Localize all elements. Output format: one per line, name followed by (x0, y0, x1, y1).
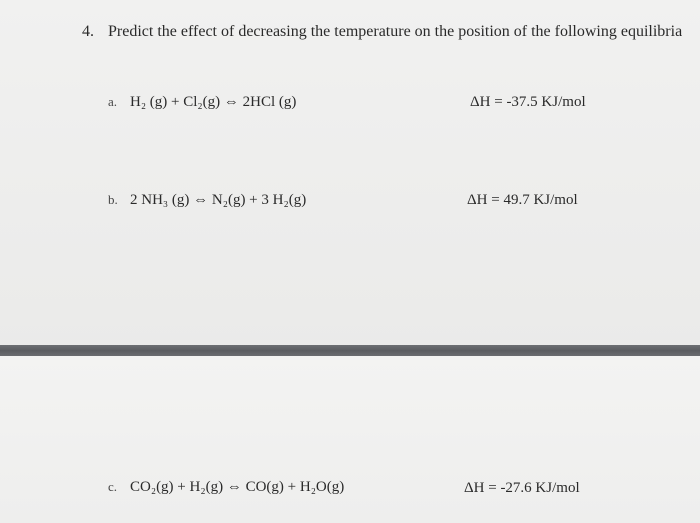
item-b-equation: 2 NH₃ (g) ⇔ N₂(g) + 3 H₂(g) (130, 192, 307, 208)
lower-page-area (0, 356, 700, 523)
item-b-enthalpy: ΔH = 49.7 KJ/mol (467, 192, 578, 208)
item-c-enthalpy: ΔH = -27.6 KJ/mol (464, 480, 580, 496)
question-text: Predict the effect of decreasing the temperature on the position of the following equilibria (108, 23, 683, 40)
item-c-letter: c. (108, 479, 118, 494)
question-4 (82, 23, 682, 41)
item-a-letter: a. (108, 94, 118, 109)
item-b-letter: b. (108, 192, 118, 207)
page-divider-bar (0, 345, 700, 356)
item-a-enthalpy: ΔH = -37.5 KJ/mol (470, 94, 586, 110)
question-number: 4. (82, 23, 94, 40)
item-c (108, 479, 344, 496)
item-a-equation: H₂ (g) + Cl₂(g) ⇔ 2HCl (g) (130, 94, 297, 110)
item-a (108, 94, 296, 111)
item-b (108, 192, 306, 209)
item-c-equation: CO₂(g) + H₂(g) ⇔ CO(g) + H₂O(g) (130, 479, 345, 495)
